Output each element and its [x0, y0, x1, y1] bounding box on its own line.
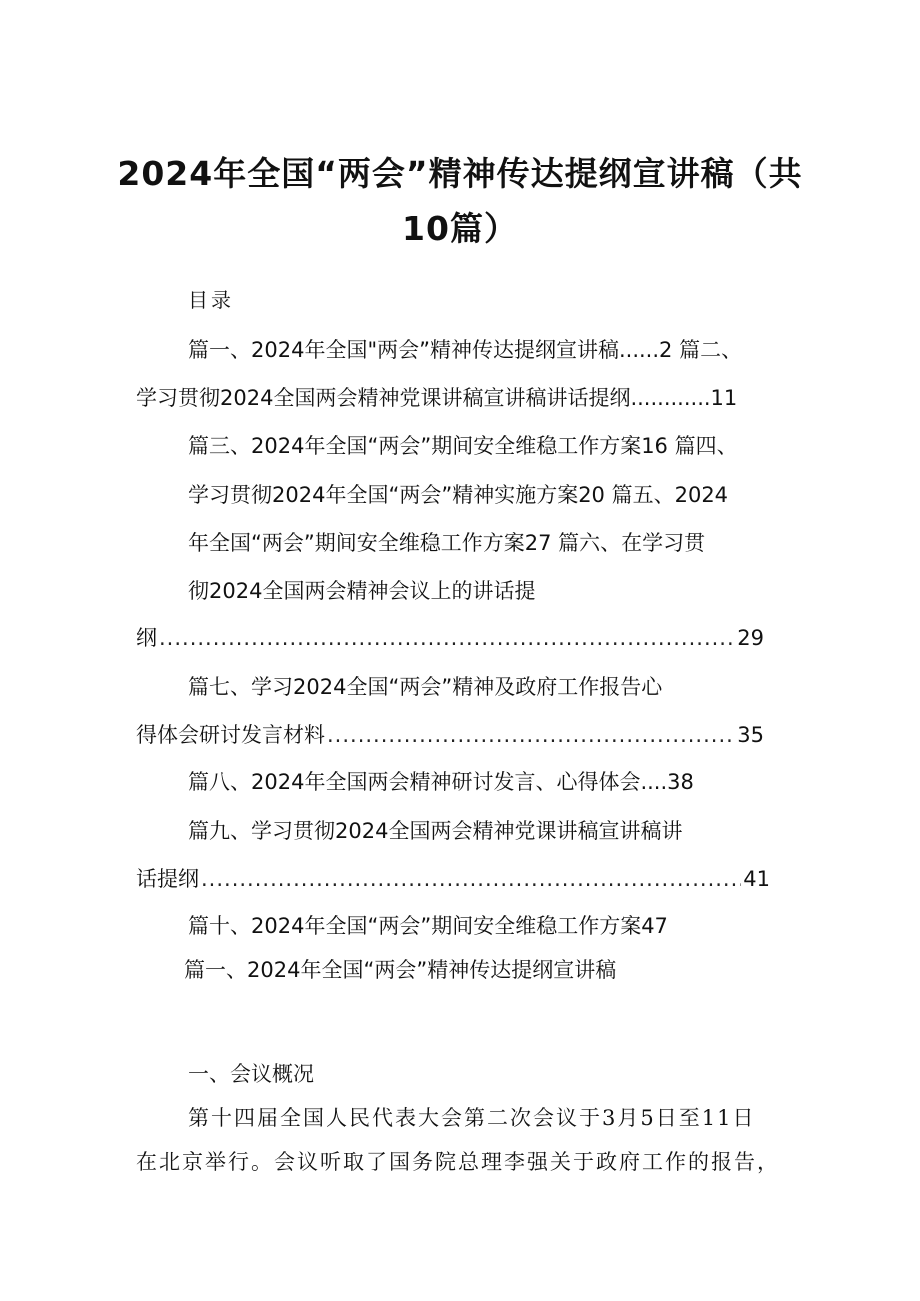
- toc-page-number: 41: [743, 867, 770, 891]
- toc-line: 学习贯彻2024全国两会精神党课讲稿宣讲稿讲话提纲............11: [136, 386, 738, 410]
- section-heading: 一、会议概况: [188, 1062, 314, 1086]
- toc-leader-dots: [159, 624, 735, 652]
- toc-line: 年全国“两会”期间安全维稳工作方案27 篇六、在学习贯: [188, 531, 706, 555]
- body-paragraph-line: 在北京举行。会议听取了国务院总理李强关于政府工作的报告，: [136, 1150, 780, 1174]
- toc-leader-line: [136, 721, 764, 749]
- toc-leader-text: 得体会研讨发言材料: [136, 723, 325, 747]
- toc-leader-dots: [327, 721, 735, 749]
- toc-line: 篇七、学习2024全国“两会”精神及政府工作报告心: [188, 675, 663, 699]
- toc-heading: 目录: [188, 288, 234, 312]
- toc-leader-line: [136, 865, 770, 893]
- document-title-line-1: 2024年全国“两会”精神传达提纲宣讲稿（共: [117, 154, 803, 193]
- toc-line: 篇三、2024年全国“两会”期间安全维稳工作方案16 篇四、: [188, 434, 738, 458]
- toc-line: 篇一、2024年全国"两会”精神传达提纲宣讲稿......2 篇二、: [188, 338, 743, 362]
- toc-line: 篇十、2024年全国“两会”期间安全维稳工作方案47: [188, 914, 668, 938]
- toc-leader-line: [136, 624, 764, 652]
- toc-page-number: 35: [737, 723, 764, 747]
- toc-leader-text: 纲: [136, 626, 157, 650]
- document-title-line-2: 10篇）: [402, 209, 518, 248]
- toc-line: 篇八、2024年全国两会精神研讨发言、心得体会....38: [188, 770, 694, 794]
- toc-leader-dots: [201, 865, 741, 893]
- toc-page-number: 29: [737, 626, 764, 650]
- article-title: 篇一、2024年全国“两会”精神传达提纲宣讲稿: [184, 958, 617, 982]
- toc-line: 学习贯彻2024年全国“两会”精神实施方案20 篇五、2024: [188, 483, 729, 507]
- toc-line: 彻2024全国两会精神会议上的讲话提: [188, 579, 536, 603]
- toc-line: 篇九、学习贯彻2024全国两会精神党课讲稿宣讲稿讲: [188, 819, 683, 843]
- body-paragraph-line: 第十四届全国人民代表大会第二次会议于3月5日至11日: [188, 1106, 756, 1130]
- toc-leader-text: 话提纲: [136, 867, 199, 891]
